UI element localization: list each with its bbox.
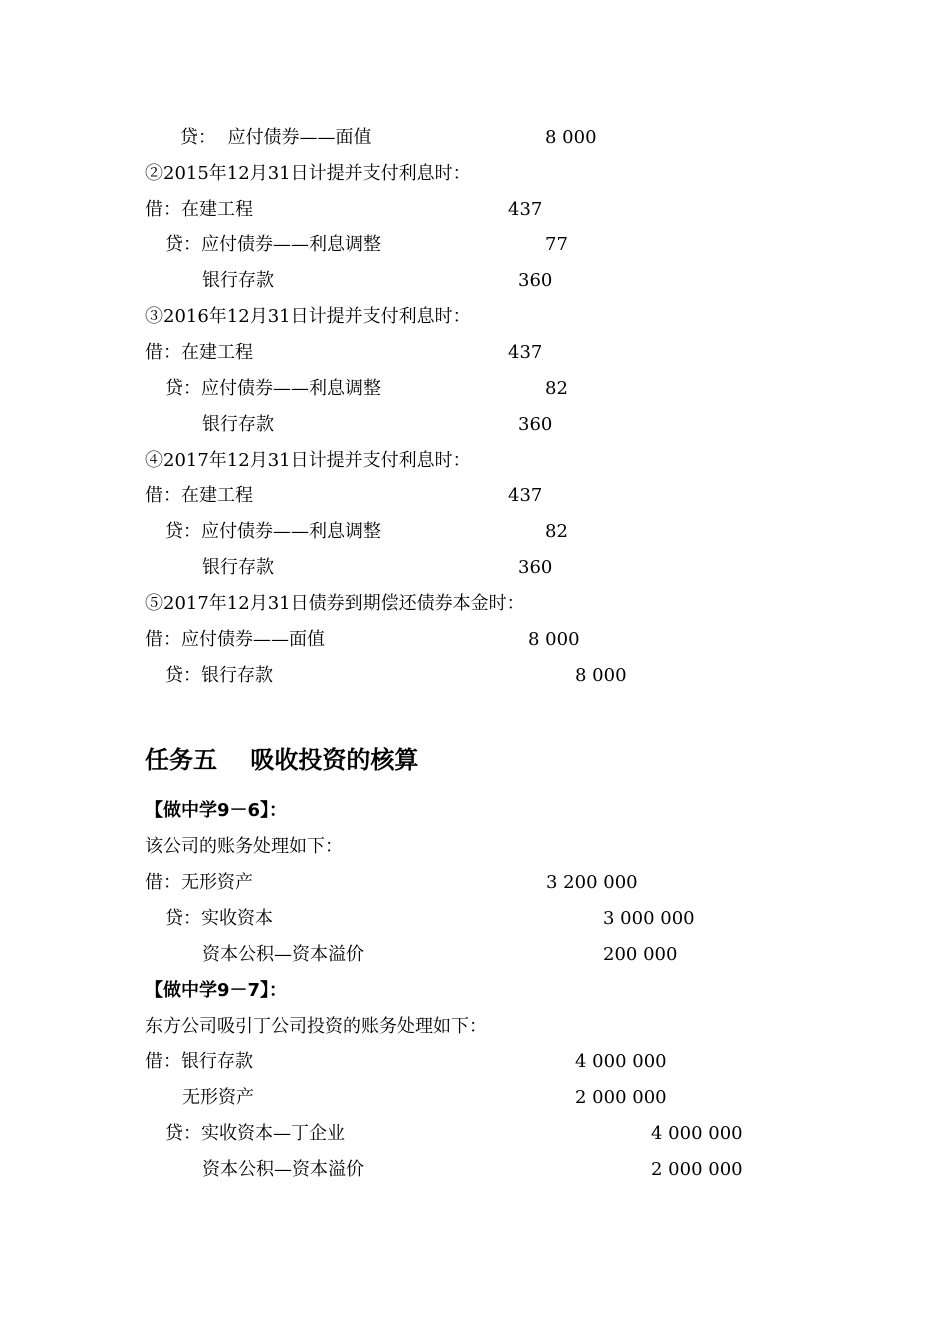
- entry-label: 借：在建工程: [145, 199, 253, 220]
- entry-amount: 360: [518, 414, 553, 435]
- entry-label: 银行存款: [202, 414, 274, 435]
- entry-label: 贷：应付债券——利息调整: [165, 521, 381, 542]
- entry-label: 借：在建工程: [145, 485, 253, 506]
- entry-label: 无形资产: [182, 1087, 254, 1108]
- example-tag: 【做中学9－7】：: [145, 980, 288, 1001]
- entry-amount: 82: [545, 521, 568, 542]
- entry-label: 借：应付债券——面值: [145, 629, 325, 650]
- entry-amount: 437: [508, 342, 543, 363]
- entry-amount: 2 000 000: [651, 1159, 743, 1180]
- entry-label: 借：银行存款: [145, 1051, 253, 1072]
- entry-label: 资本公积—资本溢价: [202, 1159, 364, 1180]
- entry-label: 贷：实收资本: [165, 908, 273, 929]
- entry-amount: 8 000: [575, 665, 627, 686]
- entry-amount: 437: [508, 485, 543, 506]
- entry-label: 贷：实收资本—丁企业: [165, 1123, 345, 1144]
- entry-amount: 4 000 000: [651, 1123, 743, 1144]
- entry-label: 贷：应付债券——利息调整: [165, 378, 381, 399]
- step-heading: ②2015年12月31日计提并支付利息时：: [145, 163, 471, 184]
- entry-amount: 8 000: [528, 629, 580, 650]
- example-tag: 【做中学9－6】：: [145, 800, 288, 821]
- entry-label: 银行存款: [202, 557, 274, 578]
- entry-label: 贷：应付债券——利息调整: [165, 234, 381, 255]
- step-heading: ⑤2017年12月31日债券到期偿还债券本金时：: [145, 593, 525, 614]
- entry-amount: 4 000 000: [575, 1051, 667, 1072]
- entry-amount: 200 000: [603, 944, 678, 965]
- entry-amount: 3 200 000: [546, 872, 638, 893]
- step-heading: ③2016年12月31日计提并支付利息时：: [145, 306, 471, 327]
- entry-label: 借：无形资产: [145, 872, 253, 893]
- entry-label: 资本公积—资本溢价: [202, 944, 364, 965]
- example-intro: 东方公司吸引丁公司投资的账务处理如下：: [145, 1016, 487, 1037]
- entry-amount: 360: [518, 557, 553, 578]
- entry-amount: 2 000 000: [575, 1087, 667, 1108]
- entry-amount: 3 000 000: [603, 908, 695, 929]
- entry-amount: 77: [545, 234, 568, 255]
- section-title: 任务五 吸收投资的核算: [145, 746, 419, 774]
- step-heading: ④2017年12月31日计提并支付利息时：: [145, 450, 471, 471]
- entry-label: 银行存款: [202, 270, 274, 291]
- entry-label: 贷：银行存款: [165, 665, 273, 686]
- entry-amount: 437: [508, 199, 543, 220]
- entry-amount: 82: [545, 378, 568, 399]
- example-intro: 该公司的账务处理如下：: [145, 836, 343, 857]
- entry-amount: 8 000: [545, 127, 597, 148]
- entry-amount: 360: [518, 270, 553, 291]
- entry-label: 贷： 应付债券——面值: [180, 127, 372, 148]
- entry-label: 借：在建工程: [145, 342, 253, 363]
